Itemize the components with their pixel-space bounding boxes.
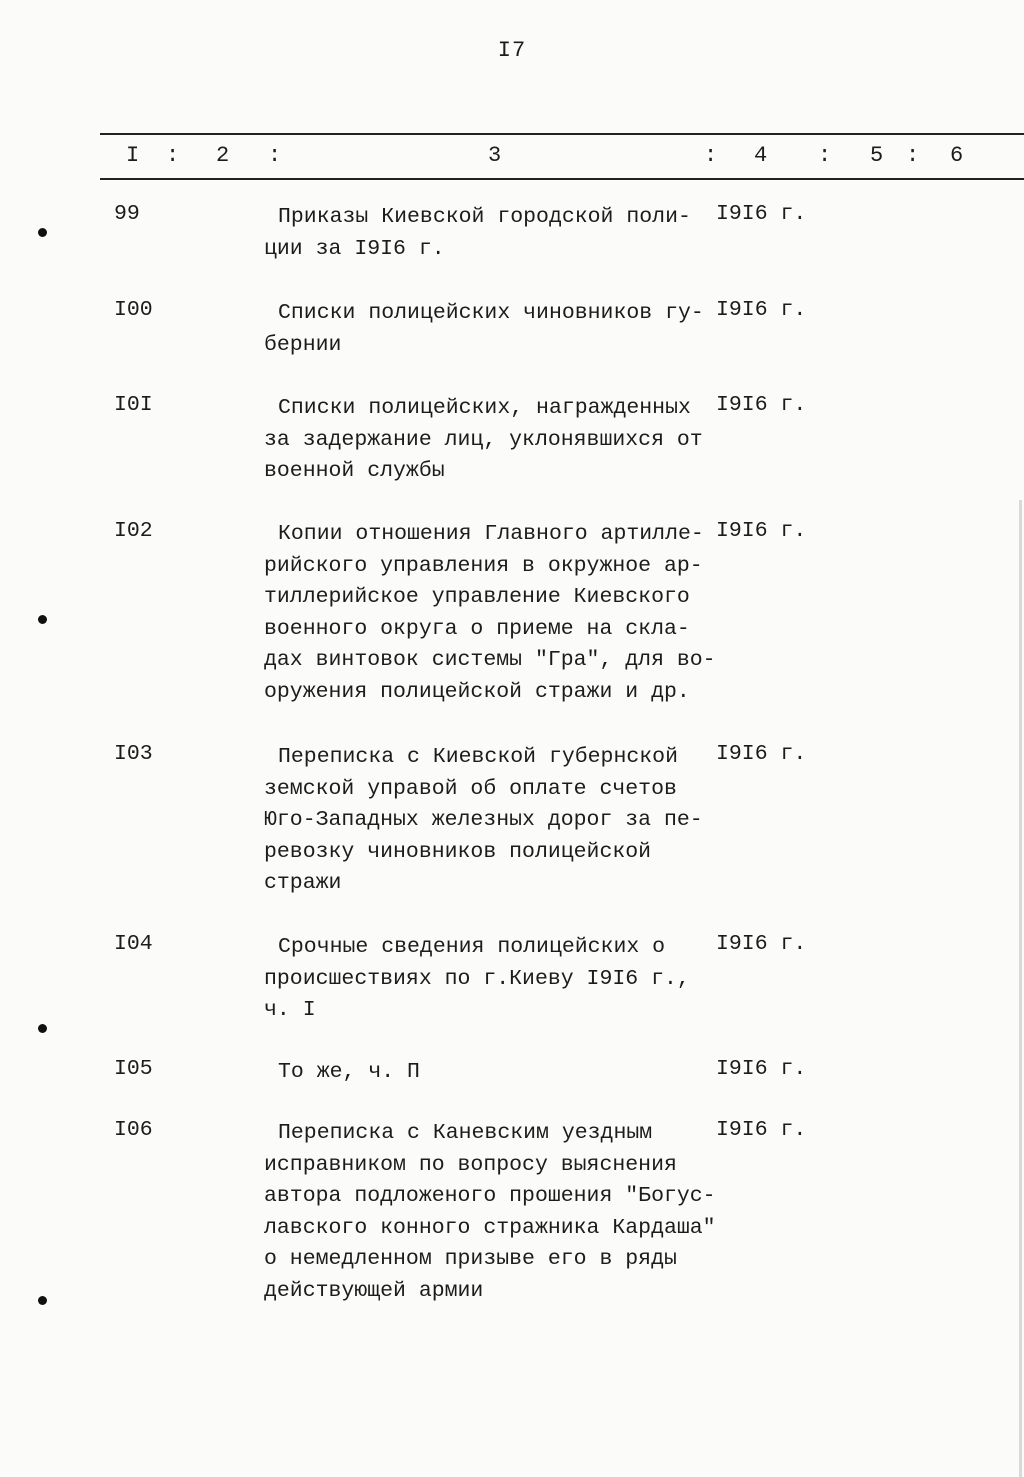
- description-line: Переписка с Киевской губернской: [278, 745, 678, 769]
- row-description: [264, 519, 734, 708]
- row-year: I9I6 г.: [716, 519, 807, 543]
- description-line: военного округа о приеме на скла-: [264, 616, 690, 641]
- column-separator: :: [704, 143, 718, 168]
- punch-hole: [38, 1024, 47, 1033]
- column-header-2: 2: [216, 143, 230, 168]
- row-description: [264, 298, 734, 361]
- row-number: 99: [114, 202, 140, 226]
- row-number: I02: [114, 519, 153, 543]
- column-separator: :: [818, 143, 832, 168]
- description-line: Юго-Западных железных дорог за пе-: [264, 808, 703, 832]
- description-line: автора подложеного прошения "Богус-: [264, 1184, 716, 1208]
- description-line: Срочные сведения полицейских о: [278, 935, 666, 959]
- row-description: [264, 932, 734, 1027]
- row-number: I00: [114, 298, 153, 322]
- row-number: I05: [114, 1057, 153, 1081]
- row-number: I0I: [114, 393, 153, 417]
- page-number: I7: [497, 38, 527, 63]
- description-line: за задержание лиц, уклонявшихся от: [264, 427, 703, 452]
- description-line: ч. I: [264, 998, 316, 1022]
- column-separator: :: [268, 143, 282, 168]
- row-description: [264, 202, 734, 265]
- column-header-1: I: [126, 143, 140, 168]
- description-line: рийского управления в окружное ар-: [264, 553, 703, 578]
- row-year: I9I6 г.: [716, 298, 807, 322]
- description-line: происшествиях по г.Киеву I9I6 г.,: [264, 966, 690, 991]
- row-year: I9I6 г.: [716, 202, 807, 226]
- column-header-4: 4: [754, 143, 768, 168]
- row-number: I04: [114, 932, 153, 956]
- description-line: стражи: [264, 871, 342, 895]
- description-line: действующей армии: [264, 1278, 484, 1303]
- column-header-5: 5: [870, 143, 884, 168]
- description-line: ревозку чиновников полицейской: [264, 839, 652, 864]
- description-line: Приказы Киевской городской поли-: [278, 205, 691, 229]
- row-number: I06: [114, 1118, 153, 1142]
- row-year: I9I6 г.: [716, 742, 807, 766]
- description-line: о немедленном призыве его в ряды: [264, 1247, 677, 1271]
- description-line: Списки полицейских чиновников гу-: [278, 301, 704, 325]
- row-year: I9I6 г.: [716, 1118, 807, 1142]
- column-separator: :: [166, 143, 180, 168]
- row-number: I03: [114, 742, 153, 766]
- description-line: тиллерийское управление Киевского: [264, 585, 690, 609]
- header-bottom-rule: [100, 178, 1024, 180]
- description-line: военной службы: [264, 459, 445, 483]
- header-top-rule: [100, 133, 1024, 135]
- description-line: ции за I9I6 г.: [264, 236, 445, 261]
- column-header-6: 6: [950, 143, 964, 168]
- row-description: [264, 1118, 734, 1307]
- punch-hole: [38, 228, 47, 237]
- column-separator: :: [906, 143, 920, 168]
- description-line: Переписка с Каневским уездным: [278, 1121, 653, 1145]
- description-line: Списки полицейских, награжденных: [278, 396, 691, 420]
- row-description: [264, 393, 734, 488]
- description-line: То же, ч. П: [278, 1060, 420, 1084]
- row-year: I9I6 г.: [716, 1057, 807, 1081]
- page-edge-shadow: [1019, 500, 1022, 1477]
- description-line: бернии: [264, 332, 342, 357]
- description-line: оружения полицейской стражи и др.: [264, 679, 690, 704]
- description-line: земской управой об оплате счетов: [264, 776, 677, 801]
- description-line: Копии отношения Главного артилле-: [278, 522, 704, 546]
- description-line: дах винтовок системы "Гра", для во-: [264, 648, 716, 672]
- row-year: I9I6 г.: [716, 393, 807, 417]
- punch-hole: [38, 615, 47, 624]
- row-year: I9I6 г.: [716, 932, 807, 956]
- punch-hole: [38, 1296, 47, 1305]
- description-line: исправником по вопросу выяснения: [264, 1152, 677, 1177]
- row-description: [264, 1057, 734, 1089]
- column-header-3: 3: [488, 143, 502, 168]
- row-description: [264, 742, 734, 900]
- description-line: лавского конного стражника Кардаша": [264, 1215, 716, 1240]
